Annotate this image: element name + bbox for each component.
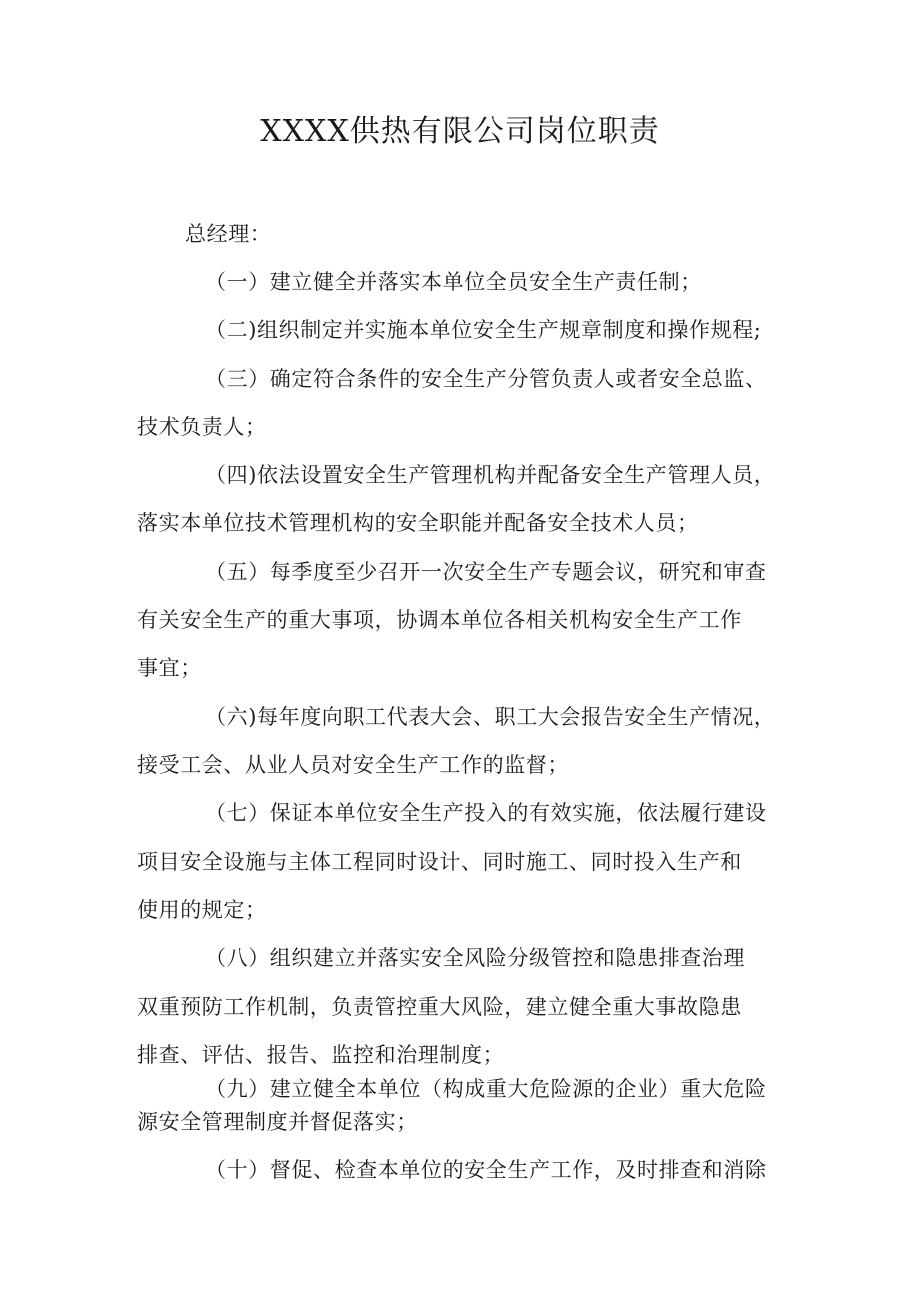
duty-line-9: （九）建立健全本单位（构成重大危险源的企业）重大危险 [205,1077,767,1101]
duty-line-6-cont: 接受工会、从业人员对安全生产工作的监督； [137,753,569,777]
duty-line-4: （四)依法设置安全生产管理机构并配备安全生产管理人员， [205,463,776,487]
duty-line-2: （二)组织制定并实施本单位安全生产规章制度和操作规程; [205,318,762,342]
duty-line-5-cont: 有关安全生产的重大事项，协调本单位各相关机构安全生产工作 [137,608,742,632]
duty-line-5-cont-2: 事宜； [137,656,202,680]
duty-line-7: （七）保证本单位安全生产投入的有效实施，依法履行建设 [205,801,767,825]
duty-line-8-cont-2: 排查、评估、报告、监控和治理制度； [137,1043,505,1067]
duty-line-8: （八）组织建立并落实安全风险分级管控和隐患排查治理 [205,946,745,970]
duty-line-6: （六)每年度向职工代表大会、职工大会报告安全生产情况， [205,705,776,729]
duty-line-3: （三）确定符合条件的安全生产分管负责人或者安全总监、 [205,367,767,391]
duty-line-1: （一）建立健全并落实本单位全员安全生产责任制； [205,270,702,294]
duty-line-8-cont: 双重预防工作机制，负责管控重大风险，建立健全重大事故隐患 [137,995,742,1019]
duty-line-7-cont-2: 使用的规定； [137,898,267,922]
duty-line-4-cont: 落实本单位技术管理机构的安全职能并配备安全技术人员； [137,511,699,535]
section-heading: 总经理： [185,222,272,246]
duty-line-5: （五）每季度至少召开一次安全生产专题会议，研究和审查 [205,560,767,584]
duty-line-9-cont: 源安全管理制度并督促落实； [137,1110,418,1134]
duty-line-10: （十）督促、检查本单位的安全生产工作，及时排查和消除 [205,1158,767,1182]
duty-line-7-cont: 项目安全设施与主体工程同时设计、同时施工、同时投入生产和 [137,850,742,874]
duty-line-3-cont: 技术负责人； [137,415,267,439]
document-title: XXXX供热有限公司岗位职责 [260,114,660,149]
